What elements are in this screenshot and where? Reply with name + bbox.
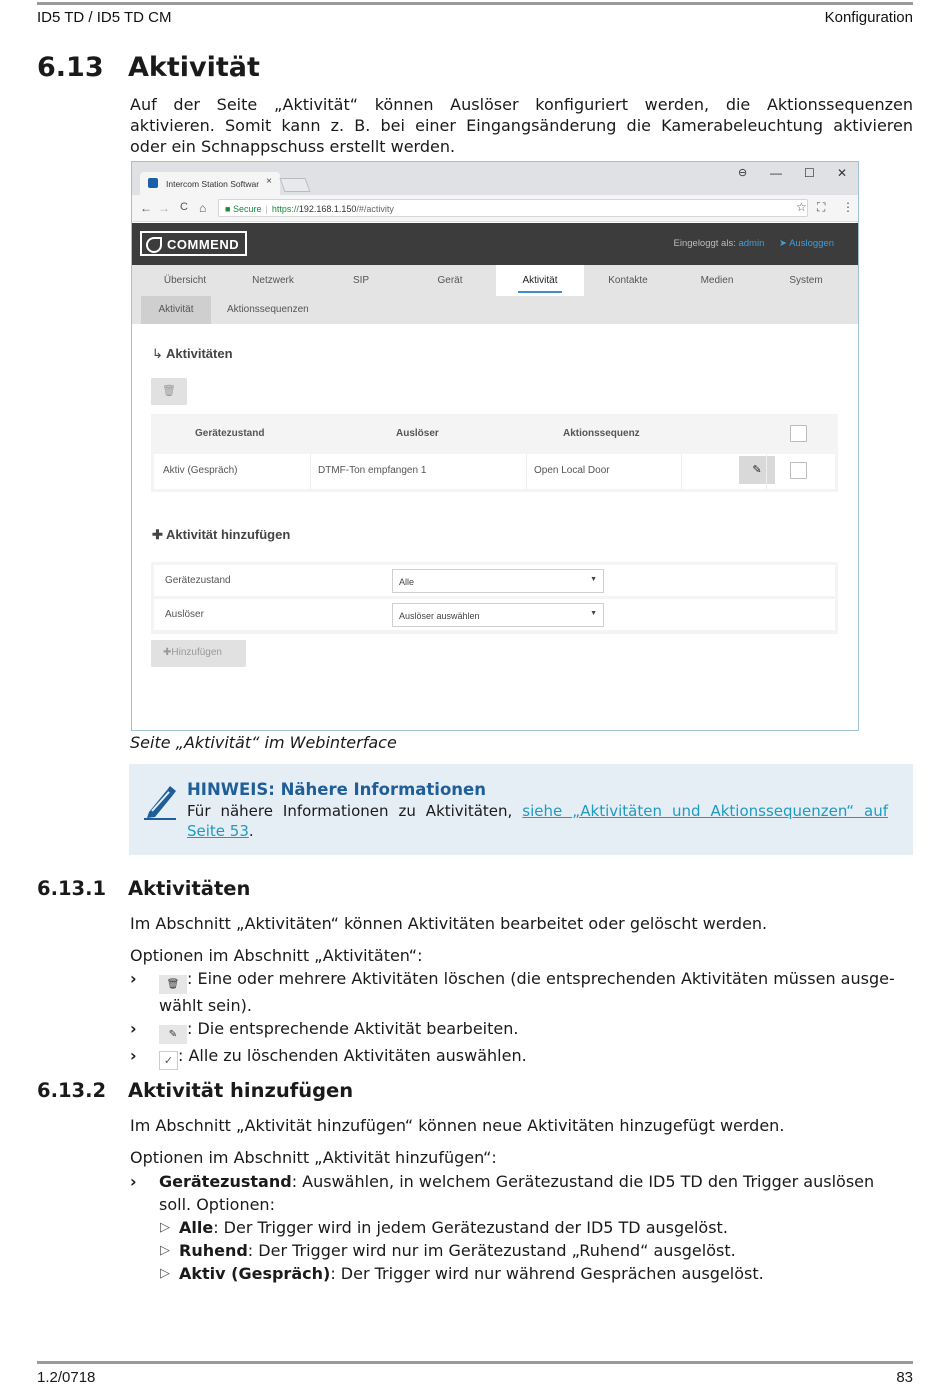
list-item-cont (130, 1193, 913, 1216)
favicon-icon (148, 178, 158, 188)
sub1-intro: Im Abschnitt „Aktivitäten“ können Aktivitäten bearbeitet oder gelöscht werden. (130, 914, 768, 933)
trash-icon: 🗑 (162, 385, 176, 397)
list-item-cont (130, 994, 913, 1017)
trigger-select-value: Auslöser auswählen (399, 611, 480, 621)
intro-line-2: aktivieren. Somit kann z. B. bei einer Eingangsänderung die Kamerabeleuchtung aktivieren (130, 116, 913, 135)
pencil-note-icon (143, 784, 177, 820)
forward-icon[interactable]: → (158, 201, 170, 215)
sub-bullet-icon: ▷ (160, 1220, 170, 1235)
note-body (187, 801, 888, 841)
url-scheme: https:// (271, 204, 299, 214)
note-link[interactable]: siehe „Aktivitäten und Aktionssequenzen“ auf (522, 802, 889, 820)
dropdown-caret-icon: ▼ (590, 610, 597, 617)
subnav-aktionssequenzen[interactable]: Aktionssequenzen (227, 304, 309, 315)
subsection-heading-1 (37, 877, 250, 900)
bullet-arrow-icon: › (130, 1046, 137, 1065)
subsection-title-2: Aktivität hinzufügen (128, 1079, 354, 1102)
bullet-arrow-icon: › (130, 1172, 137, 1191)
activities-title: Aktivitäten (166, 346, 233, 361)
add-activity-heading (152, 527, 290, 543)
browser-tab[interactable] (140, 172, 280, 195)
item-text-cont: soll. Optionen: (159, 1195, 275, 1214)
state-label: Gerätezustand (165, 575, 231, 586)
col-geraetezustand: Gerätezustand (195, 428, 265, 439)
sub-list-item (130, 1239, 913, 1262)
footer-version: 1.2/0718 (37, 1369, 96, 1386)
url-path: /#/activity (356, 204, 394, 214)
option-label: Alle (179, 1218, 214, 1237)
list-item (130, 1017, 913, 1044)
back-icon[interactable]: ← (140, 201, 152, 215)
item-label: Gerätezustand (159, 1172, 292, 1191)
item-delete-text-cont: wählt sein). (159, 996, 252, 1015)
sub-list-item (130, 1216, 913, 1239)
subsection-title-1: Aktivitäten (128, 877, 251, 900)
add-button[interactable] (151, 640, 246, 667)
bullet-arrow-icon: › (130, 969, 137, 988)
intro-line-3: oder ein Schnappschuss erstellt werden. (130, 137, 456, 156)
browser-toolbar (132, 195, 858, 222)
state-select-value: Alle (399, 577, 415, 587)
col-ausloeser: Auslöser (396, 428, 439, 439)
trash-icon: 🗑 (159, 975, 187, 994)
list-item (130, 1170, 913, 1193)
edit-button[interactable] (739, 456, 775, 484)
tab-title: Intercom Station Softwar (166, 179, 260, 189)
form-row-state (154, 565, 835, 596)
plus-icon: ✚ (152, 527, 163, 542)
plus-icon: ✚ (163, 647, 172, 658)
state-select[interactable] (392, 569, 604, 593)
tab-close-icon[interactable]: × (266, 176, 272, 187)
minimize-icon[interactable]: — (770, 166, 782, 180)
figure-caption: Seite „Aktivität“ im Webinterface (130, 733, 397, 752)
checkbox-check-icon: ✓ (159, 1051, 178, 1070)
row-checkbox[interactable] (790, 462, 807, 479)
section-title: Aktivität (128, 52, 260, 83)
cell-divider (310, 454, 311, 489)
logout-link[interactable] (779, 238, 834, 249)
select-all-checkbox[interactable] (790, 425, 807, 442)
sub-navigation (132, 296, 858, 324)
nav-uebersicht[interactable]: Übersicht (163, 275, 207, 286)
header-left: ID5 TD / ID5 TD CM (37, 9, 172, 26)
nav-system[interactable]: System (789, 275, 823, 286)
cell-divider (766, 454, 767, 489)
profile-icon[interactable]: ⊖ (738, 167, 748, 179)
sub-list-item (130, 1262, 913, 1285)
sub1-options-list (130, 967, 913, 1070)
webinterface-screenshot (131, 161, 859, 731)
pencil-icon: ✎ (159, 1025, 187, 1044)
new-tab-button[interactable] (279, 178, 310, 192)
header-rule (37, 2, 913, 5)
nav-netzwerk[interactable]: Netzwerk (252, 275, 294, 286)
logout-label: Ausloggen (789, 238, 834, 249)
note-box (129, 764, 913, 855)
logout-icon: ➤ (779, 238, 787, 249)
add-button-label: Hinzufügen (171, 647, 222, 658)
option-label: Ruhend (179, 1241, 248, 1260)
nav-aktivitaet-label: Aktivität (522, 275, 558, 286)
tree-icon: ↳ (152, 346, 163, 361)
subsection-heading-2 (37, 1079, 353, 1102)
bullet-arrow-icon: › (130, 1019, 137, 1038)
login-status (674, 238, 834, 249)
note-link-page[interactable]: Seite 53 (187, 822, 249, 840)
nav-geraet[interactable]: Gerät (437, 275, 463, 286)
commend-logo (140, 231, 247, 256)
option-text: : Der Trigger wird nur im Gerätezustand „Ruhend“ ausgelöst. (247, 1241, 736, 1260)
option-text: : Der Trigger wird nur während Gesprächen ausgelöst. (330, 1264, 764, 1283)
logged-in-user[interactable]: admin (738, 238, 765, 249)
note-end: . (248, 822, 254, 840)
note-text: Für nähere Informationen zu Aktivitäten, (187, 802, 513, 820)
intro-line-1: Auf der Seite „Aktivität“ können Auslöser konfiguriert werden, die Aktionssequenzen (130, 95, 913, 114)
trigger-select[interactable] (392, 603, 604, 627)
logo-mark-icon (146, 237, 162, 253)
form-row-trigger (154, 599, 835, 630)
row-sequence: Open Local Door (534, 465, 610, 476)
add-activity-form (151, 562, 838, 634)
browser-menu-icon[interactable]: ⋮ (842, 200, 854, 214)
add-activity-title: Aktivität hinzufügen (166, 527, 291, 542)
delete-button[interactable] (151, 378, 187, 405)
window-close-icon[interactable]: ✕ (837, 166, 848, 180)
footer-rule (37, 1361, 913, 1364)
nav-kontakte[interactable]: Kontakte (608, 275, 648, 286)
section-number: 6.13 (37, 52, 104, 83)
trigger-label: Auslöser (165, 609, 204, 620)
option-text: : Der Trigger wird in jedem Gerätezustand der ID5 TD ausgelöst. (213, 1218, 728, 1237)
url-host: 192.168.1.150 (298, 204, 357, 214)
sub2-intro: Im Abschnitt „Aktivität hinzufügen“ können neue Aktivitäten hinzugefügt werden. (130, 1116, 785, 1135)
page-number: 83 (896, 1369, 913, 1386)
sub-bullet-icon: ▷ (160, 1266, 170, 1281)
active-tab-underline (518, 291, 562, 293)
browser-tabbar (132, 162, 858, 195)
bookmark-star-icon[interactable]: ☆ (796, 200, 807, 214)
logo-text: COMMEND (167, 237, 240, 252)
sub1-options-intro: Optionen im Abschnitt „Aktivitäten“: (130, 946, 423, 965)
item-edit-text: : Die entsprechende Aktivität bearbeiten. (187, 1019, 519, 1038)
sub2-options-list (130, 1170, 913, 1285)
cell-divider (526, 454, 527, 489)
col-aktionssequenz: Aktionssequenz (563, 428, 640, 439)
table-row (154, 454, 835, 489)
logged-in-label: Eingeloggt als: (673, 238, 736, 249)
nav-medien[interactable]: Medien (700, 275, 734, 286)
dropdown-caret-icon: ▼ (590, 576, 597, 583)
reload-icon[interactable]: C (180, 201, 188, 213)
item-text: : Auswählen, in welchem Gerätezustand die ID5 TD den Trigger auslösen (291, 1172, 875, 1191)
home-icon[interactable]: ⌂ (199, 201, 207, 215)
pencil-icon: ✎ (752, 464, 762, 476)
maximize-icon[interactable]: ☐ (804, 166, 815, 180)
app-header (132, 223, 858, 265)
lock-icon: ■ (225, 204, 231, 214)
section-heading (37, 52, 260, 83)
activities-table (151, 414, 838, 492)
note-title: HINWEIS: Nähere Informationen (187, 780, 486, 799)
header-right: Konfiguration (824, 9, 913, 26)
subnav-aktivitaet[interactable]: Aktivität (141, 296, 211, 324)
subsection-number-1: 6.13.1 (37, 877, 107, 900)
secure-label: Secure (232, 204, 262, 214)
item-delete-text: : Eine oder mehrere Aktivitäten löschen (die entsprechenden Aktivitäten müssen ausge- (187, 969, 895, 988)
cast-icon[interactable]: ⛶ (817, 200, 826, 214)
subsection-number-2: 6.13.2 (37, 1079, 107, 1102)
main-navigation (132, 265, 858, 296)
item-select-text: : Alle zu löschenden Aktivitäten auswählen. (178, 1046, 527, 1065)
option-label: Aktiv (Gespräch) (179, 1264, 331, 1283)
cell-divider (681, 454, 682, 489)
nav-sip[interactable]: SIP (352, 275, 370, 286)
row-trigger: DTMF-Ton empfangen 1 (318, 465, 427, 476)
nav-aktivitaet[interactable] (496, 265, 584, 296)
list-item (130, 967, 913, 994)
sub-bullet-icon: ▷ (160, 1243, 170, 1258)
activities-heading (152, 346, 233, 362)
row-state: Aktiv (Gespräch) (163, 465, 238, 476)
address-bar[interactable]: ■ Secure | https://192.168.1.150/#/activity (218, 199, 808, 217)
sub2-options-intro: Optionen im Abschnitt „Aktivität hinzufügen“: (130, 1148, 497, 1167)
list-item (130, 1044, 913, 1070)
